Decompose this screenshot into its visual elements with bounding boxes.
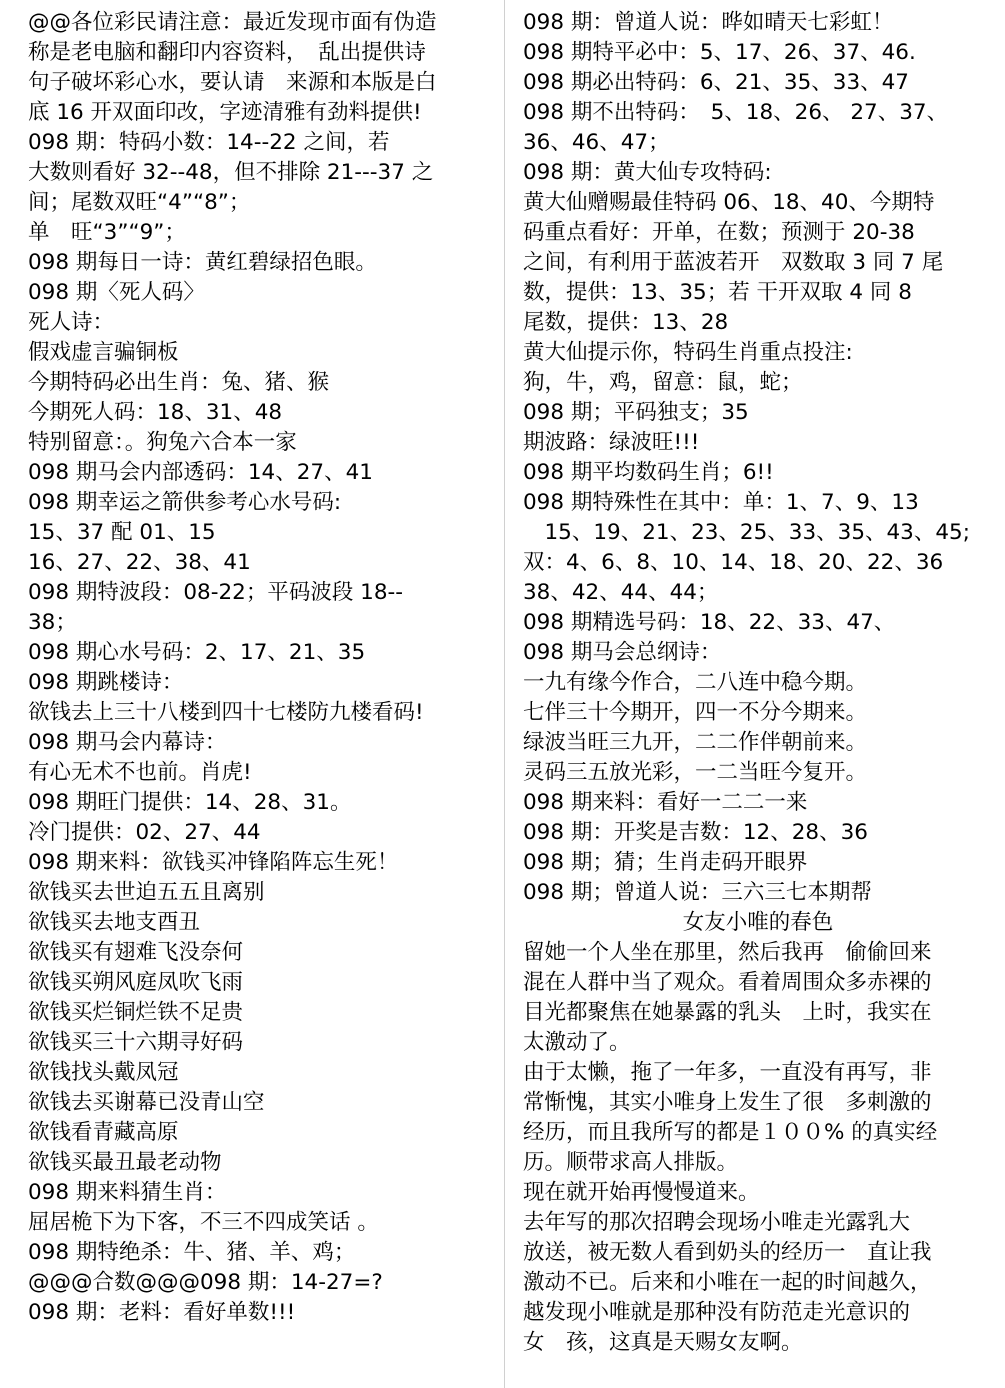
left-text-line: 098 期：特码小数：14--22 之间，若 bbox=[28, 130, 390, 155]
story-line: 女 孩，这真是天赐女友啊。 bbox=[523, 1330, 803, 1355]
left-text-line: 今期死人码：18、31、48 bbox=[28, 400, 283, 425]
story-line: 由于太懒，拖了一年多，一直没有再写，非 bbox=[523, 1060, 932, 1085]
right-text-line: 098 期；平码独支；35 bbox=[523, 400, 749, 425]
story-body bbox=[523, 938, 993, 1358]
left-text-line: 098 期马会内幕诗： bbox=[28, 730, 227, 755]
right-text-line: 38、42、44、44； bbox=[523, 580, 719, 605]
left-text-line: 假戏虚言骗铜板 bbox=[28, 340, 179, 365]
right-text-line: 098 期马会总纲诗： bbox=[523, 640, 722, 665]
left-text-line: 欲钱买最丑最老动物 bbox=[28, 1150, 222, 1175]
right-text-line: 灵码三五放光彩，一二当旺今复开。 bbox=[523, 760, 868, 785]
story-line: 混在人群中当了观众。看着周围众多赤裸的 bbox=[523, 970, 932, 995]
story-line: 激动不已。后来和小唯在一起的时间越久， bbox=[523, 1270, 932, 1295]
left-text-line: 098 期来料猜生肖： bbox=[28, 1180, 227, 1205]
left-text-line: 098 期心水号码：2、17、21、35 bbox=[28, 640, 366, 665]
left-text-line: @@各位彩民请注意：最近发现市面有伪造 bbox=[28, 10, 437, 35]
right-text-line: 098 期；猜；生肖走码开眼界 bbox=[523, 850, 808, 875]
left-text-line: 098 期特绝杀：牛、猪、羊、鸡； bbox=[28, 1240, 356, 1265]
left-text-line: 冷门提供：02、27、44 bbox=[28, 820, 261, 845]
left-text-line: 特别留意：。狗兔六合本一家 bbox=[28, 430, 297, 455]
left-text-line: 欲钱看青藏高原 bbox=[28, 1120, 179, 1145]
left-text-line: 欲钱买三十六期寻好码 bbox=[28, 1030, 244, 1055]
left-text-line: 屈居桅下为下客，不三不四成笑话 。 bbox=[28, 1210, 379, 1235]
right-text-line: 数，提供：13、35；若 干开双取 4 同 8 bbox=[523, 280, 912, 305]
left-text-line: 欲钱买去世迫五五且离别 bbox=[28, 880, 265, 905]
left-text-line: 098 期：老料：看好单数!!! bbox=[28, 1300, 296, 1325]
left-text-line: 单 旺“3”“9”； bbox=[28, 220, 186, 245]
right-column bbox=[523, 8, 993, 1358]
right-text-line: 098 期来料：看好一二二一来 bbox=[523, 790, 808, 815]
left-text-line: 098 期每日一诗：黄红碧绿招色眼。 bbox=[28, 250, 377, 275]
left-text-line: 098 期旺门提供：14、28、31。 bbox=[28, 790, 352, 815]
left-column bbox=[28, 8, 498, 1328]
story-line: 历。顺带求高人排版。 bbox=[523, 1150, 739, 1175]
left-text-line: 098 期跳楼诗： bbox=[28, 670, 184, 695]
right-text-line: 黄大仙赠赐最佳特码 06、18、40、今期特 bbox=[523, 190, 935, 215]
right-text-line: 098 期；曾道人说：三六三七本期帮 bbox=[523, 880, 872, 905]
right-text-line: 098 期：曾道人说：晔如晴天七彩虹！ bbox=[523, 10, 894, 35]
left-text-line: 欲钱买朔风庭凤吹飞雨 bbox=[28, 970, 244, 995]
left-text-line: 欲钱买有翅难飞没奈何 bbox=[28, 940, 244, 965]
right-text-line: 098 期必出特码：6、21、35、33、47 bbox=[523, 70, 909, 95]
right-text-line: 七伴三十今期开，四一不分今期来。 bbox=[523, 700, 868, 725]
left-text-line: 16、27、22、38、41 bbox=[28, 550, 251, 575]
left-text-line: 欲钱买去地支酉丑 bbox=[28, 910, 201, 935]
left-text-line: 欲钱去上三十八楼到四十七楼防九楼看码! bbox=[28, 700, 424, 725]
right-text-line: 15、19、21、23、25、33、35、43、45; bbox=[523, 520, 970, 545]
left-text-line: 底 16 开双面印改，字迹清雅有劲料提供! bbox=[28, 100, 422, 125]
right-text-line: 绿波当旺三九开，二二作伴朝前来。 bbox=[523, 730, 868, 755]
left-text-line: 欲钱去买谢幕已没青山空 bbox=[28, 1090, 265, 1115]
story-line: 太激动了。 bbox=[523, 1030, 631, 1055]
left-text-line: 死人诗： bbox=[28, 310, 115, 335]
right-text-line: 36、46、47； bbox=[523, 130, 670, 155]
right-text-line: 098 期：黄大仙专攻特码: bbox=[523, 160, 772, 185]
story-line: 常惭愧，其实小唯身上发生了很 多刺激的 bbox=[523, 1090, 932, 1115]
right-text-line: 码重点看好：开单，在数；预测于 20-38 bbox=[523, 220, 915, 245]
left-text-line: 大数则看好 32--48，但不排除 21---37 之 bbox=[28, 160, 434, 185]
right-text-line: 狗，牛，鸡，留意：鼠，蛇； bbox=[523, 370, 803, 395]
story-line: 留她一个人坐在那里，然后我再 偷偷回来 bbox=[523, 940, 932, 965]
left-text-line: 今期特码必出生肖：兔、猪、猴 bbox=[28, 370, 330, 395]
right-text-line: 一九有缘今作合，二八连中稳今期。 bbox=[523, 670, 868, 695]
left-text-line: 38； bbox=[28, 610, 77, 635]
right-text-line: 期波路：绿波旺!!! bbox=[523, 430, 700, 455]
right-text-line: 098 期：开奖是吉数：12、28、36 bbox=[523, 820, 868, 845]
column-divider bbox=[504, 0, 505, 1388]
story-line: 经历，而且我所写的都是１００% 的真实经 bbox=[523, 1120, 938, 1145]
right-text-line: 之间，有利用于蓝波若开 双数取 3 同 7 尾 bbox=[523, 250, 944, 275]
left-text-line: 098 期来料：欲钱买冲锋陷阵忘生死！ bbox=[28, 850, 399, 875]
right-text-line: 098 期不出特码： 5、18、26、 27、37、 bbox=[523, 100, 949, 125]
story-line: 去年写的那次招聘会现场小唯走光露乳大 bbox=[523, 1210, 911, 1235]
left-text-line: 欲钱找头戴凤冠 bbox=[28, 1060, 179, 1085]
left-text-line: 098 期特波段：08-22；平码波段 18-- bbox=[28, 580, 404, 605]
story-line: 目光都聚焦在她暴露的乳头 上时，我实在 bbox=[523, 1000, 932, 1025]
left-text-line: 15、37 配 01、15 bbox=[28, 520, 216, 545]
story-title: 女友小唯的春色 bbox=[682, 910, 834, 935]
right-text-line: 尾数，提供：13、28 bbox=[523, 310, 729, 335]
left-text-line: 098 期〈死人码〉 bbox=[28, 280, 205, 305]
left-text-line: 098 期马会内部透码：14、27、41 bbox=[28, 460, 373, 485]
right-text-line: 黄大仙提示你，特码生肖重点投注: bbox=[523, 340, 853, 365]
left-text-line: 间；尾数双旺“4”“8”； bbox=[28, 190, 251, 215]
left-text-line: 欲钱买烂铜烂铁不足贵 bbox=[28, 1000, 244, 1025]
left-text-line: 098 期幸运之箭供参考心水号码: bbox=[28, 490, 342, 515]
right-text-line: 098 期精选号码：18、22、33、47、 bbox=[523, 610, 896, 635]
right-column-lines bbox=[523, 8, 993, 908]
left-text-line: 句子破坏彩心水，要认请 来源和本版是白 bbox=[28, 70, 437, 95]
left-text-line: 有心无术不也前。肖虎! bbox=[28, 760, 252, 785]
right-text-line: 098 期平均数码生肖；6!! bbox=[523, 460, 774, 485]
right-text-line: 098 期特平必中：5、17、26、37、46. bbox=[523, 40, 916, 65]
story-line: 现在就开始再慢慢道来。 bbox=[523, 1180, 760, 1205]
left-text-line: 称是老电脑和翻印内容资料， 乱出提供诗 bbox=[28, 40, 426, 65]
right-text-line: 098 期特殊性在其中：单：1、7、9、13 bbox=[523, 490, 919, 515]
left-text-line: @@@合数@@@098 期：14-27=? bbox=[28, 1270, 383, 1295]
story-line: 放送，被无数人看到奶头的经历一 直让我 bbox=[523, 1240, 932, 1265]
story-line: 越发现小唯就是那种没有防范走光意识的 bbox=[523, 1300, 911, 1325]
right-text-line: 双：4、6、8、10、14、18、20、22、36 bbox=[523, 550, 944, 575]
